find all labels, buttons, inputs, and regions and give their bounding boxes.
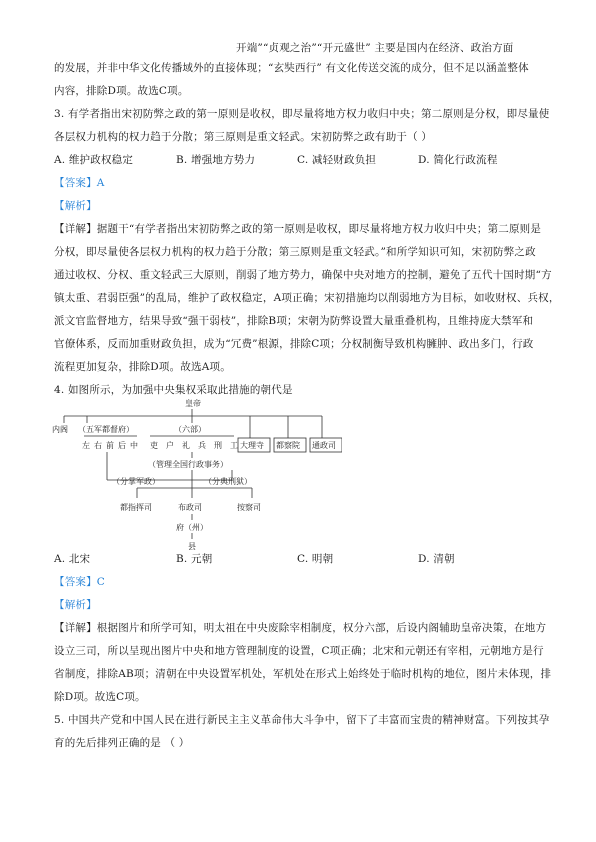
analysis-label: 【解析】 (54, 599, 97, 611)
liubu-label: （六部） (174, 425, 206, 434)
ming-government-diagram (52, 398, 342, 560)
liubu-item: 兵 (198, 441, 206, 450)
explanation-line: 【详解】据题干“有学者指出宋初防弊之政的第一原则是收权，即尽量将地方权力收归中央；第二原则是 (54, 223, 542, 235)
text-line: 的发展，并非中华文化传播域外的直接体现；“玄奘西行” 有文化传送交流的成分，但不足以涵盖整体 (54, 62, 529, 74)
fuzhou-label: 府（州） (176, 523, 208, 532)
emperor-label: 皇帝 (185, 399, 201, 408)
option-c: C. 减轻财政负担 (297, 154, 377, 166)
duchayuan-label: 都察院 (276, 441, 300, 450)
liubu-item: 刑 (214, 441, 222, 450)
option-c: C. 明朝 (297, 553, 334, 565)
option-d: D. 清朝 (418, 553, 455, 565)
question-4-stem: 4. 如图所示，为加强中央集权采取此措施的朝代是 (54, 384, 293, 396)
option-b: B. 增强地方势力 (176, 154, 256, 166)
liubu-item: 工 (230, 441, 238, 450)
wujun-item: 中 (130, 441, 138, 450)
neige-label: 内阁 (52, 425, 68, 434)
answer-label: 【答案】C (54, 576, 106, 588)
liubu-item: 礼 (182, 441, 190, 450)
dalisi-label: 大理寺 (240, 441, 264, 450)
answer-label: 【答案】A (54, 177, 105, 189)
explanation-line: 分权，即尽量使各层权力机构的权力趋于分散；第三原则是重文轻武。”和所学知识可知，宋初防弊之政 (54, 246, 536, 258)
anchasi-label: 按察司 (237, 503, 261, 512)
explanation-line: 流程更加复杂，排除D项。故选A项。 (54, 361, 231, 373)
xian-label: 县 (188, 542, 196, 551)
question-5-stem: 育的先后排列正确的是 （ ） (54, 737, 190, 749)
option-a: A. 维护政权稳定 (54, 154, 134, 166)
option-d: D. 简化行政流程 (418, 154, 498, 166)
wujun-label: （五军都督府） (78, 425, 134, 434)
guanli-label: （管理全国行政事务） (148, 460, 228, 469)
analysis-label: 【解析】 (54, 200, 97, 212)
explanation-line: 除D项。故选C项。 (54, 691, 146, 703)
wujun-item: 右 (94, 441, 102, 450)
duzhihuishi-label: 都指挥司 (120, 503, 152, 512)
question-3-stem: 3. 有学者指出宋初防弊之政的第一原则是收权，即尽量将地方权力收归中央；第二原则是分权，即尽量使 (54, 108, 550, 120)
explanation-line: 通过收权、分权、重文轻武三大原则，削弱了地方势力，确保中央对地方的控制，避免了五代十国时期“方 (54, 269, 552, 281)
text-line: 内容，排除D项。故选C项。 (54, 85, 189, 97)
liubu-item: 户 (166, 441, 174, 450)
fenzhang-junshi-label: （分掌军政） (112, 477, 160, 486)
explanation-line: 【详解】根据图片和所学可知，明太祖在中央废除宰相制度，权分六部，后设内阁辅助皇帝决策，在地方 (54, 622, 547, 634)
explanation-line: 派文官监督地方，结果导致“强干弱枝”，排除B项；宋朝为防弊设置大量重叠机构，且维持庞大禁军和 (54, 315, 534, 327)
buzhengsi-label: 布政司 (178, 503, 202, 512)
wujun-item: 后 (118, 441, 126, 450)
explanation-line: 镇太重、君弱臣强”的乱局，维护了政权稳定，A项正确；宋初措施均以削弱地方为目标，如收财权、兵权， (54, 292, 560, 304)
option-a: A. 北宋 (54, 553, 91, 565)
wujun-item: 左 (82, 441, 90, 450)
explanation-line: 设立三司，所以呈现出图片中央和地方管理制度的设置，C项正确；北宋和元朝还有宰相，元朝地方是行 (54, 645, 544, 657)
fendian-xingyu-label: （分典刑狱） (204, 477, 252, 486)
text-line: 开端”“贞观之治”“开元盛世” 主要是国内在经济、政治方面 (236, 42, 514, 54)
question-3-stem: 各层权力机构的权力趋于分散；第三原则是重文轻武。宋初防弊之政有助于（ ） (54, 131, 433, 143)
wujun-item: 前 (106, 441, 114, 450)
question-5-stem: 5. 中国共产党和中国人民在进行新民主主义革命伟大斗争中，留下了丰富而宝贵的精神财富。下列按其孕 (54, 714, 550, 726)
option-b: B. 元朝 (176, 553, 213, 565)
explanation-line: 官僚体系，反而加重财政负担，成为“冗费”根源，排除C项；分权制衡导致机构臃肿、政出多门，行政 (54, 338, 534, 350)
explanation-line: 省制度，排除AB项；清朝在中央设置军机处，军机处在形式上始终处于临时机构的地位，图片未体现，排 (54, 668, 552, 680)
liubu-item: 吏 (150, 441, 158, 450)
tongzhengsi-label: 通政司 (312, 441, 336, 450)
